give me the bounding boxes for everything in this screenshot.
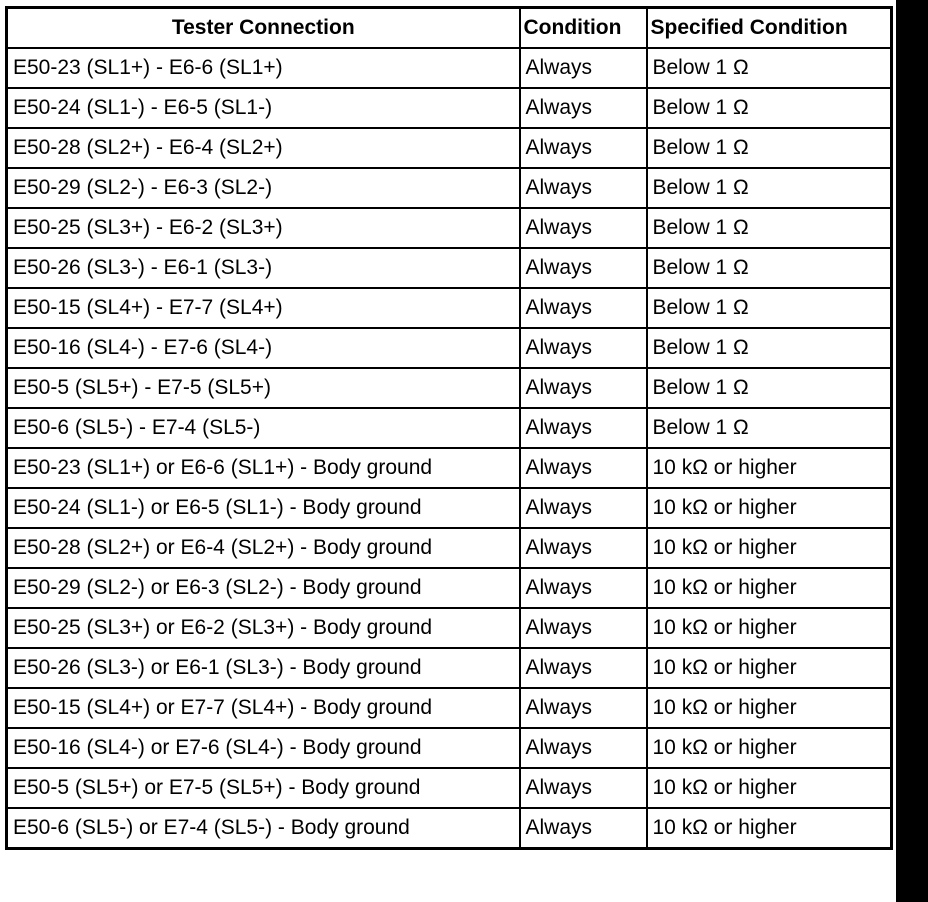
tester-connection-cell: E50-15 (SL4+) or E7-7 (SL4+) - Body ground: [7, 688, 520, 728]
tester-connection-cell: E50-26 (SL3-) or E6-1 (SL3-) - Body ground: [7, 648, 520, 688]
table-row: [7, 208, 892, 248]
table-row: [7, 728, 892, 768]
tester-connection-cell: E50-25 (SL3+) - E6-2 (SL3+): [7, 208, 520, 248]
condition-cell: Always: [520, 88, 647, 128]
condition-cell: Always: [520, 208, 647, 248]
condition-cell: Always: [520, 368, 647, 408]
tester-connection-cell: E50-29 (SL2-) or E6-3 (SL2-) - Body ground: [7, 568, 520, 608]
condition-cell: Always: [520, 768, 647, 808]
header-specified-condition: Specified Condition: [647, 8, 892, 49]
specified-condition-cell: Below 1 Ω: [647, 368, 892, 408]
table-row: [7, 128, 892, 168]
condition-cell: Always: [520, 248, 647, 288]
specified-condition-cell: 10 kΩ or higher: [647, 528, 892, 568]
specified-condition-cell: 10 kΩ or higher: [647, 768, 892, 808]
table-row: [7, 808, 892, 849]
table-row: [7, 288, 892, 328]
condition-cell: Always: [520, 568, 647, 608]
tester-connection-cell: E50-24 (SL1-) or E6-5 (SL1-) - Body ground: [7, 488, 520, 528]
tester-connection-cell: E50-5 (SL5+) - E7-5 (SL5+): [7, 368, 520, 408]
specified-condition-cell: 10 kΩ or higher: [647, 608, 892, 648]
condition-cell: Always: [520, 288, 647, 328]
table-row: [7, 448, 892, 488]
table-row: [7, 648, 892, 688]
specified-condition-cell: Below 1 Ω: [647, 208, 892, 248]
tester-connection-cell: E50-28 (SL2+) - E6-4 (SL2+): [7, 128, 520, 168]
specified-condition-cell: 10 kΩ or higher: [647, 568, 892, 608]
condition-cell: Always: [520, 48, 647, 88]
condition-cell: Always: [520, 408, 647, 448]
table-row: [7, 48, 892, 88]
specified-condition-cell: 10 kΩ or higher: [647, 808, 892, 849]
condition-cell: Always: [520, 808, 647, 849]
table-row: [7, 688, 892, 728]
specified-condition-cell: 10 kΩ or higher: [647, 688, 892, 728]
table-row: [7, 528, 892, 568]
table-row: [7, 488, 892, 528]
tester-connection-cell: E50-16 (SL4-) - E7-6 (SL4-): [7, 328, 520, 368]
condition-cell: Always: [520, 648, 647, 688]
condition-cell: Always: [520, 528, 647, 568]
condition-cell: Always: [520, 608, 647, 648]
specified-condition-cell: 10 kΩ or higher: [647, 648, 892, 688]
specified-condition-cell: 10 kΩ or higher: [647, 728, 892, 768]
header-tester-connection: Tester Connection: [7, 8, 520, 49]
table-row: [7, 328, 892, 368]
tester-connection-cell: E50-29 (SL2-) - E6-3 (SL2-): [7, 168, 520, 208]
table-row: [7, 168, 892, 208]
condition-cell: Always: [520, 488, 647, 528]
condition-cell: Always: [520, 448, 647, 488]
table-row: [7, 768, 892, 808]
tester-connection-cell: E50-26 (SL3-) - E6-1 (SL3-): [7, 248, 520, 288]
condition-cell: Always: [520, 728, 647, 768]
specified-condition-cell: Below 1 Ω: [647, 88, 892, 128]
table-row: [7, 568, 892, 608]
header-condition: Condition: [520, 8, 647, 49]
specified-condition-cell: Below 1 Ω: [647, 248, 892, 288]
specified-condition-cell: Below 1 Ω: [647, 168, 892, 208]
tester-connection-cell: E50-25 (SL3+) or E6-2 (SL3+) - Body ground: [7, 608, 520, 648]
specified-condition-cell: Below 1 Ω: [647, 48, 892, 88]
tester-connection-cell: E50-6 (SL5-) - E7-4 (SL5-): [7, 408, 520, 448]
specified-condition-cell: 10 kΩ or higher: [647, 488, 892, 528]
table-row: [7, 88, 892, 128]
header-row: [7, 8, 892, 49]
tester-connection-cell: E50-16 (SL4-) or E7-6 (SL4-) - Body ground: [7, 728, 520, 768]
tester-connection-cell: E50-5 (SL5+) or E7-5 (SL5+) - Body ground: [7, 768, 520, 808]
specified-condition-cell: Below 1 Ω: [647, 128, 892, 168]
specified-condition-cell: 10 kΩ or higher: [647, 448, 892, 488]
tester-connection-cell: E50-24 (SL1-) - E6-5 (SL1-): [7, 88, 520, 128]
specified-condition-cell: Below 1 Ω: [647, 408, 892, 448]
condition-cell: Always: [520, 688, 647, 728]
tester-connection-cell: E50-6 (SL5-) or E7-4 (SL5-) - Body ground: [7, 808, 520, 849]
condition-cell: Always: [520, 128, 647, 168]
tester-connection-cell: E50-15 (SL4+) - E7-7 (SL4+): [7, 288, 520, 328]
table-row: [7, 608, 892, 648]
condition-cell: Always: [520, 168, 647, 208]
table-row: [7, 368, 892, 408]
tester-connection-cell: E50-23 (SL1+) or E6-6 (SL1+) - Body ground: [7, 448, 520, 488]
table-row: [7, 408, 892, 448]
table-body: [7, 48, 892, 849]
specified-condition-cell: Below 1 Ω: [647, 328, 892, 368]
table-row: [7, 248, 892, 288]
condition-cell: Always: [520, 328, 647, 368]
tester-connection-table: [5, 6, 893, 850]
specified-condition-cell: Below 1 Ω: [647, 288, 892, 328]
tester-connection-cell: E50-28 (SL2+) or E6-4 (SL2+) - Body ground: [7, 528, 520, 568]
tester-connection-cell: E50-23 (SL1+) - E6-6 (SL1+): [7, 48, 520, 88]
right-edge-bar: [896, 0, 928, 902]
